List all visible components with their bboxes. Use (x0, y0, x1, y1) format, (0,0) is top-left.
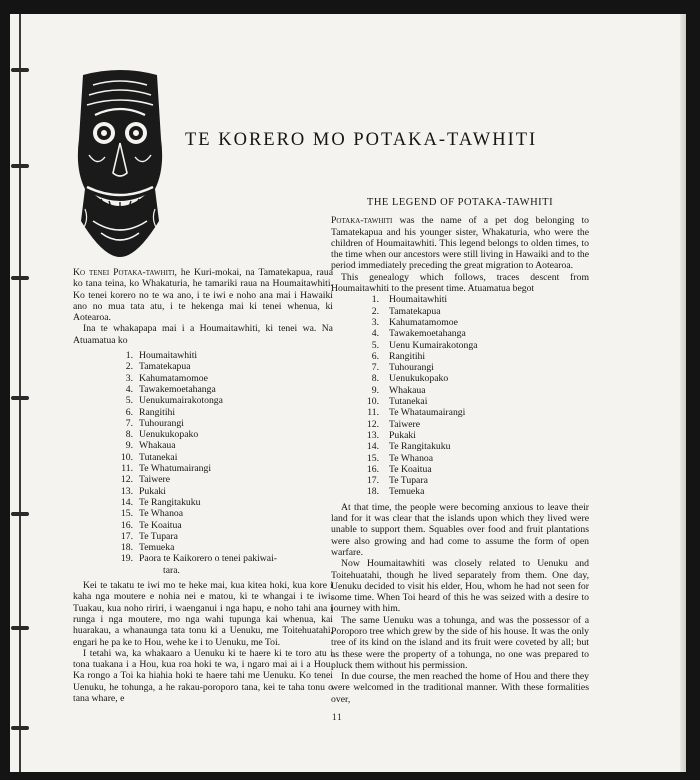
genealogy-number: 11. (121, 463, 133, 475)
genealogy-item (117, 407, 333, 418)
genealogy-number: 6. (125, 406, 133, 418)
genealogy-name-continuation: tara. (163, 564, 180, 576)
genealogy-item (361, 396, 589, 407)
genealogy-item (117, 520, 333, 531)
genealogy-name: Uenu Kumairakotonga (389, 339, 478, 351)
genealogy-number: 14. (366, 441, 379, 453)
genealogy-name-wrap (139, 553, 277, 576)
genealogy-name: Te Rangitakuku (139, 496, 201, 508)
genealogy-number: 11. (367, 407, 379, 419)
page-edge-shadow (680, 14, 686, 772)
genealogy-name: Tawakemoetahanga (139, 383, 216, 395)
genealogy-name: Tuhourangi (389, 362, 434, 374)
genealogy-name: Pukaki (389, 429, 416, 441)
genealogy-item (117, 384, 333, 395)
genealogy-number: 13. (366, 429, 379, 441)
genealogy-name: Houmaitawhiti (389, 294, 448, 306)
genealogy-number: 3. (125, 372, 133, 384)
genealogy-item (361, 475, 589, 486)
genealogy-item (361, 430, 589, 441)
genealogy-number: 3. (371, 316, 379, 328)
genealogy-number: 4. (371, 328, 379, 340)
genealogy-number: 12. (120, 474, 133, 486)
genealogy-name: Tawakemoetahanga (389, 328, 466, 340)
genealogy-item (117, 373, 333, 384)
genealogy-number: 2. (371, 305, 379, 317)
genealogy-number: 5. (371, 339, 379, 351)
genealogy-number: 6. (371, 350, 379, 362)
english-paragraph: The same Uenuku was a tohunga, and was the possessor of a Poroporo tree which grew by the side of his house. It was the only tree of its kind on the island and its fruit were coveted by all; but as these were the property of a tohunga, no one was prepared to pluck them without his permission. (331, 614, 589, 671)
genealogy-item (117, 463, 333, 474)
genealogy-number: 10. (120, 451, 133, 463)
genealogy-item (117, 531, 333, 542)
genealogy-item (361, 385, 589, 396)
genealogy-number: 9. (125, 440, 133, 452)
genealogy-number: 7. (125, 417, 133, 429)
genealogy-item (117, 542, 333, 553)
binding-ring (11, 164, 29, 168)
genealogy-item (117, 361, 333, 372)
genealogy-number: 17. (366, 475, 379, 487)
genealogy-number: 14. (120, 496, 133, 508)
genealogy-name: Tutanekai (139, 451, 178, 463)
binding-ring (11, 626, 29, 630)
english-genealogy-intro: This genealogy which follows, traces descent from Houmaitawhiti to the present time. Atuamatua begot (331, 271, 589, 295)
genealogy-number: 1. (125, 350, 133, 362)
genealogy-item (117, 553, 333, 576)
maori-paragraph: Kei te takatu te iwi mo te heke mai, kua kitea hoki, kua kore i kaha nga moutere e nohia nei e matou, ki te whangai i te iwi. Tuakau, kua noho ririri, i waenganui i nga hapu, e noho tahi ana i runga i nga moutere, mo nga wahi tupunga kai whenua, kai huarakau, a whanaunga tata tonu ki a Uenuku, me Toitehuatahi, engari he pa ke to Hou, wehe ke i to Uenuku, me Toi. (73, 580, 333, 648)
genealogy-name: Te Koaitua (139, 519, 182, 531)
genealogy-item (361, 407, 589, 418)
binding-ring (11, 276, 29, 280)
genealogy-item (361, 453, 589, 464)
binding-ring (11, 726, 29, 730)
english-text-column (331, 197, 589, 705)
genealogy-name: Tutanekai (389, 396, 428, 408)
maori-genealogy-intro: Ina te whakapapa mai i a Houmaitawhiti, ki tenei wa. Na Atuamatua ko (73, 323, 333, 346)
genealogy-name: Uenukukopako (389, 373, 449, 385)
english-paragraph: In due course, the men reached the home of Hou and there they were welcomed in the traditional manner. With these formalities over, (331, 671, 589, 705)
english-paragraph: Now Houmaitawhiti was closely related to Uenuku and Toitehuatahi, though he lived separately from them. One day, Uenuku decided to visit his elder, Hou, whom he had not seen for some time. When Toi heard of this he was seized with a desire to journey with him. (331, 558, 589, 615)
binding-ring (11, 512, 29, 516)
genealogy-item (117, 508, 333, 519)
genealogy-name: Paora te Kaikorero o tenei pakiwai- (139, 553, 277, 565)
genealogy-item (361, 351, 589, 362)
genealogy-name: Taiwere (389, 418, 421, 430)
genealogy-name: Taiwere (139, 474, 171, 486)
genealogy-name: Te Rangitakuku (389, 441, 451, 453)
genealogy-item (361, 441, 589, 452)
genealogy-name: Rangitihi (139, 406, 176, 418)
binding-ring (11, 68, 29, 72)
genealogy-item (361, 328, 589, 339)
maori-text-column (73, 267, 333, 704)
genealogy-number: 17. (120, 530, 133, 542)
english-intro-paragraph (331, 215, 589, 271)
genealogy-name: Pukaki (139, 485, 166, 497)
genealogy-item (361, 340, 589, 351)
genealogy-name: Temueka (389, 486, 425, 498)
genealogy-name: Te Whataumairangi (389, 407, 466, 419)
genealogy-name: Temueka (139, 542, 175, 554)
genealogy-number: 18. (120, 542, 133, 554)
genealogy-number: 16. (120, 519, 133, 531)
genealogy-item (117, 350, 333, 361)
genealogy-number: 10. (366, 396, 379, 408)
genealogy-number: 15. (120, 508, 133, 520)
genealogy-item (117, 486, 333, 497)
intro-lead: Ko tenei Potaka-tawhiti, (73, 267, 177, 278)
book-page (10, 14, 686, 772)
genealogy-name: Whakaua (139, 440, 176, 452)
genealogy-name: Kahumatamomoe (389, 316, 458, 328)
page-number: 11 (332, 712, 343, 722)
genealogy-name: Kahumatamomoe (139, 372, 208, 384)
intro-text: was the name of a pet dog belonging to Tamatekapua and his younger sister, Whakaturia, who were the children of Houmaitawhiti. This legend belongs to olden times, to the time when our ancestors were still living in Hawaiki and to the period immediately preceding the great migration to Aotearoa. (331, 215, 589, 272)
genealogy-name: Tamatekapua (139, 361, 191, 373)
genealogy-item (117, 395, 333, 406)
genealogy-number: 4. (125, 383, 133, 395)
genealogy-name: Te Koaitua (389, 463, 432, 475)
intro-text: he Kuri-mokai, na Tamatekapua, raua ko tana teina, ko Whakaturia, he tamariki raua na Houmaitawhiti. Ko tenei korero no te wa ano, i te iwi e noho ana mai i Hawaiki ano no mua tata atu, i te hekenga mai ki tenei whenua, ki Aotearoa. (73, 267, 334, 324)
genealogy-name: Rangitihi (389, 350, 426, 362)
intro-lead: Potaka-tawhiti (331, 215, 393, 227)
genealogy-name: Tuhourangi (139, 417, 184, 429)
genealogy-name: Whakaua (389, 384, 426, 396)
genealogy-item (117, 429, 333, 440)
genealogy-number: 8. (371, 373, 379, 385)
genealogy-item (117, 452, 333, 463)
genealogy-name: Te Whanoa (139, 508, 184, 520)
binding-line (19, 14, 21, 772)
english-paragraph: At that time, the people were becoming anxious to leave their land for it was clear that the islands upon which they lived were unable to support them. Squables over food and fruit plantations were also growing and had come to assume the form of open warfare. (331, 501, 589, 558)
genealogy-number: 8. (125, 429, 133, 441)
genealogy-name: Houmaitawhiti (139, 350, 198, 362)
genealogy-item (117, 418, 333, 429)
genealogy-number: 15. (366, 452, 379, 464)
genealogy-name: Te Whanoa (389, 452, 434, 464)
genealogy-number: 19. (120, 553, 133, 565)
genealogy-item (361, 486, 589, 497)
genealogy-item (361, 317, 589, 328)
genealogy-item (361, 419, 589, 430)
genealogy-number: 9. (371, 384, 379, 396)
genealogy-name: Tamatekapua (389, 305, 441, 317)
genealogy-name: Uenukukopako (139, 429, 199, 441)
genealogy-number: 18. (366, 486, 379, 498)
maori-genealogy-list (117, 350, 333, 576)
genealogy-number: 7. (371, 362, 379, 374)
genealogy-number: 16. (366, 463, 379, 475)
english-subtitle: THE LEGEND OF POTAKA-TAWHITI (366, 197, 554, 208)
genealogy-item (361, 362, 589, 373)
genealogy-item (361, 306, 589, 317)
genealogy-name: Te Whatumairangi (139, 463, 212, 475)
binding-ring (11, 396, 29, 400)
genealogy-name: Te Tupara (389, 475, 428, 487)
genealogy-item (361, 294, 589, 305)
genealogy-number: 12. (366, 418, 379, 430)
genealogy-number: 1. (371, 294, 379, 306)
genealogy-item (361, 464, 589, 475)
genealogy-name: Uenukumairakotonga (139, 395, 223, 407)
genealogy-number: 5. (125, 395, 133, 407)
maori-carving-illustration (75, 69, 165, 259)
genealogy-name: Te Tupara (139, 530, 178, 542)
genealogy-item (117, 440, 333, 451)
english-genealogy-list (361, 294, 589, 497)
genealogy-item (117, 474, 333, 485)
genealogy-number: 13. (120, 485, 133, 497)
genealogy-number: 2. (125, 361, 133, 373)
page-title: TE KORERO MO POTAKA-TAWHITI (185, 130, 538, 150)
maori-paragraph: I tetahi wa, ka whakaaro a Uenuku ki te haere ki te toro atu i tona tuakana i a Hou, kua roa hoki te wa, i ngaro mai ai i a Hou. Ka rongo a Toi ka hiahia hoki te haere tahi me Uenuku. Ko tenei Uenuku, he tohunga, a he rakau-poroporo tana, kei te taha tonu o tana whare, e (73, 647, 333, 704)
genealogy-item (361, 373, 589, 384)
genealogy-item (117, 497, 333, 508)
maori-intro-paragraph (73, 267, 333, 323)
